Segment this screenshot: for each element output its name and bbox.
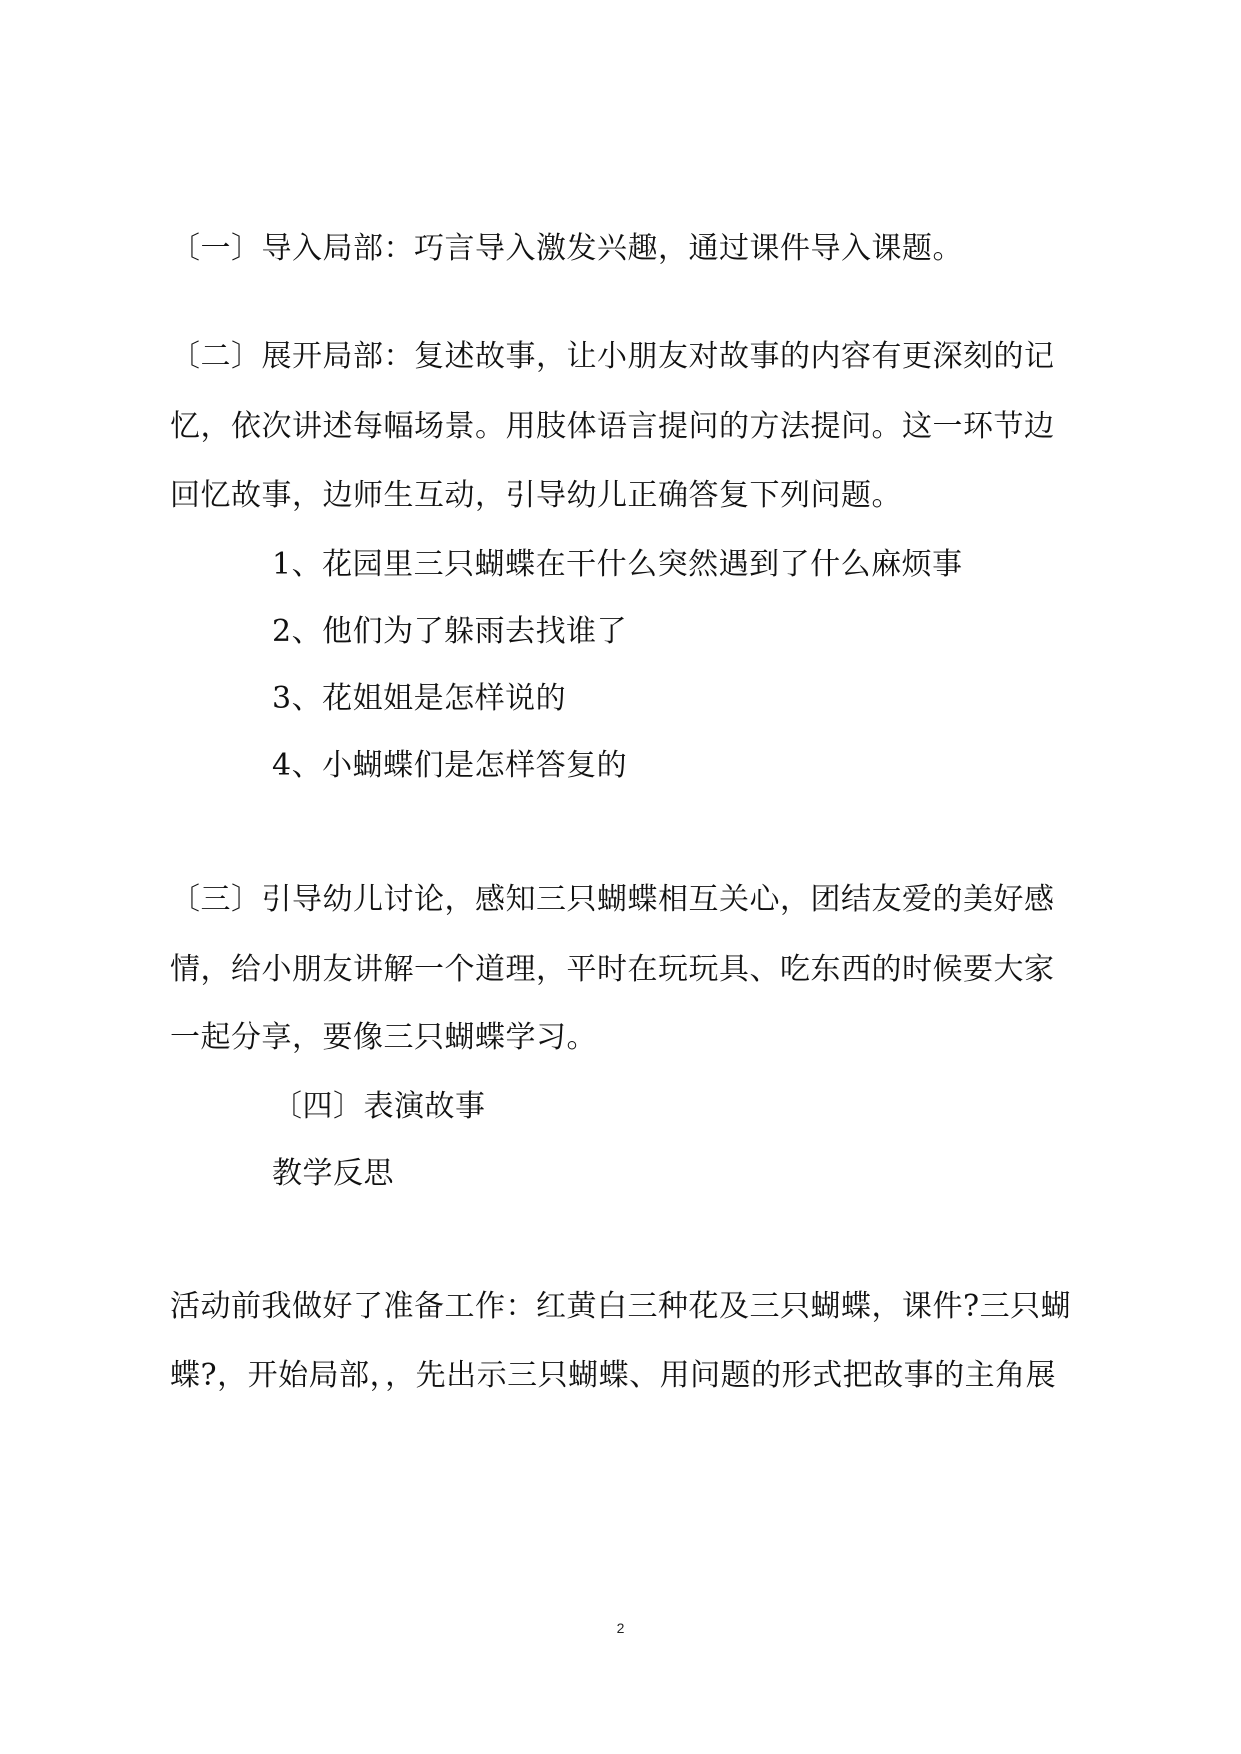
section-2-line-3: 回忆故事，边师生互动，引导幼儿正确答复下列问题。	[170, 478, 902, 513]
reflection-line-1: 活动前我做好了准备工作：红黄白三种花及三只蝴蝶，课件?三只蝴	[170, 1289, 1072, 1324]
section-1-intro: 〔一〕导入局部：巧言导入激发兴趣，通过课件导入课题。	[170, 231, 963, 266]
section-4-heading: 〔四〕表演故事	[272, 1089, 486, 1124]
reflection-heading: 教学反思	[272, 1156, 394, 1191]
section-2-line-2: 忆，依次讲述每幅场景。用肢体语言提问的方法提问。这一环节边	[170, 409, 1055, 444]
question-3: 3、花姐姐是怎样说的	[272, 681, 567, 716]
question-4: 4、小蝴蝶们是怎样答复的	[272, 748, 628, 783]
section-3-line-2: 情，给小朋友讲解一个道理，平时在玩玩具、吃东西的时候要大家	[170, 952, 1055, 987]
page-number: 2	[616, 1620, 625, 1636]
section-3-line-3: 一起分享，要像三只蝴蝶学习。	[170, 1020, 597, 1055]
question-2: 2、他们为了躲雨去找谁了	[272, 614, 628, 649]
section-2-line-1: 〔二〕展开局部：复述故事，让小朋友对故事的内容有更深刻的记	[170, 339, 1055, 374]
section-3-line-1: 〔三〕引导幼儿讨论，感知三只蝴蝶相互关心，团结友爱的美好感	[170, 882, 1055, 917]
reflection-line-2: 蝶?，开始局部，，先出示三只蝴蝶、用问题的形式把故事的主角展	[170, 1358, 1057, 1393]
question-1: 1、花园里三只蝴蝶在干什么突然遇到了什么麻烦事	[272, 547, 963, 582]
